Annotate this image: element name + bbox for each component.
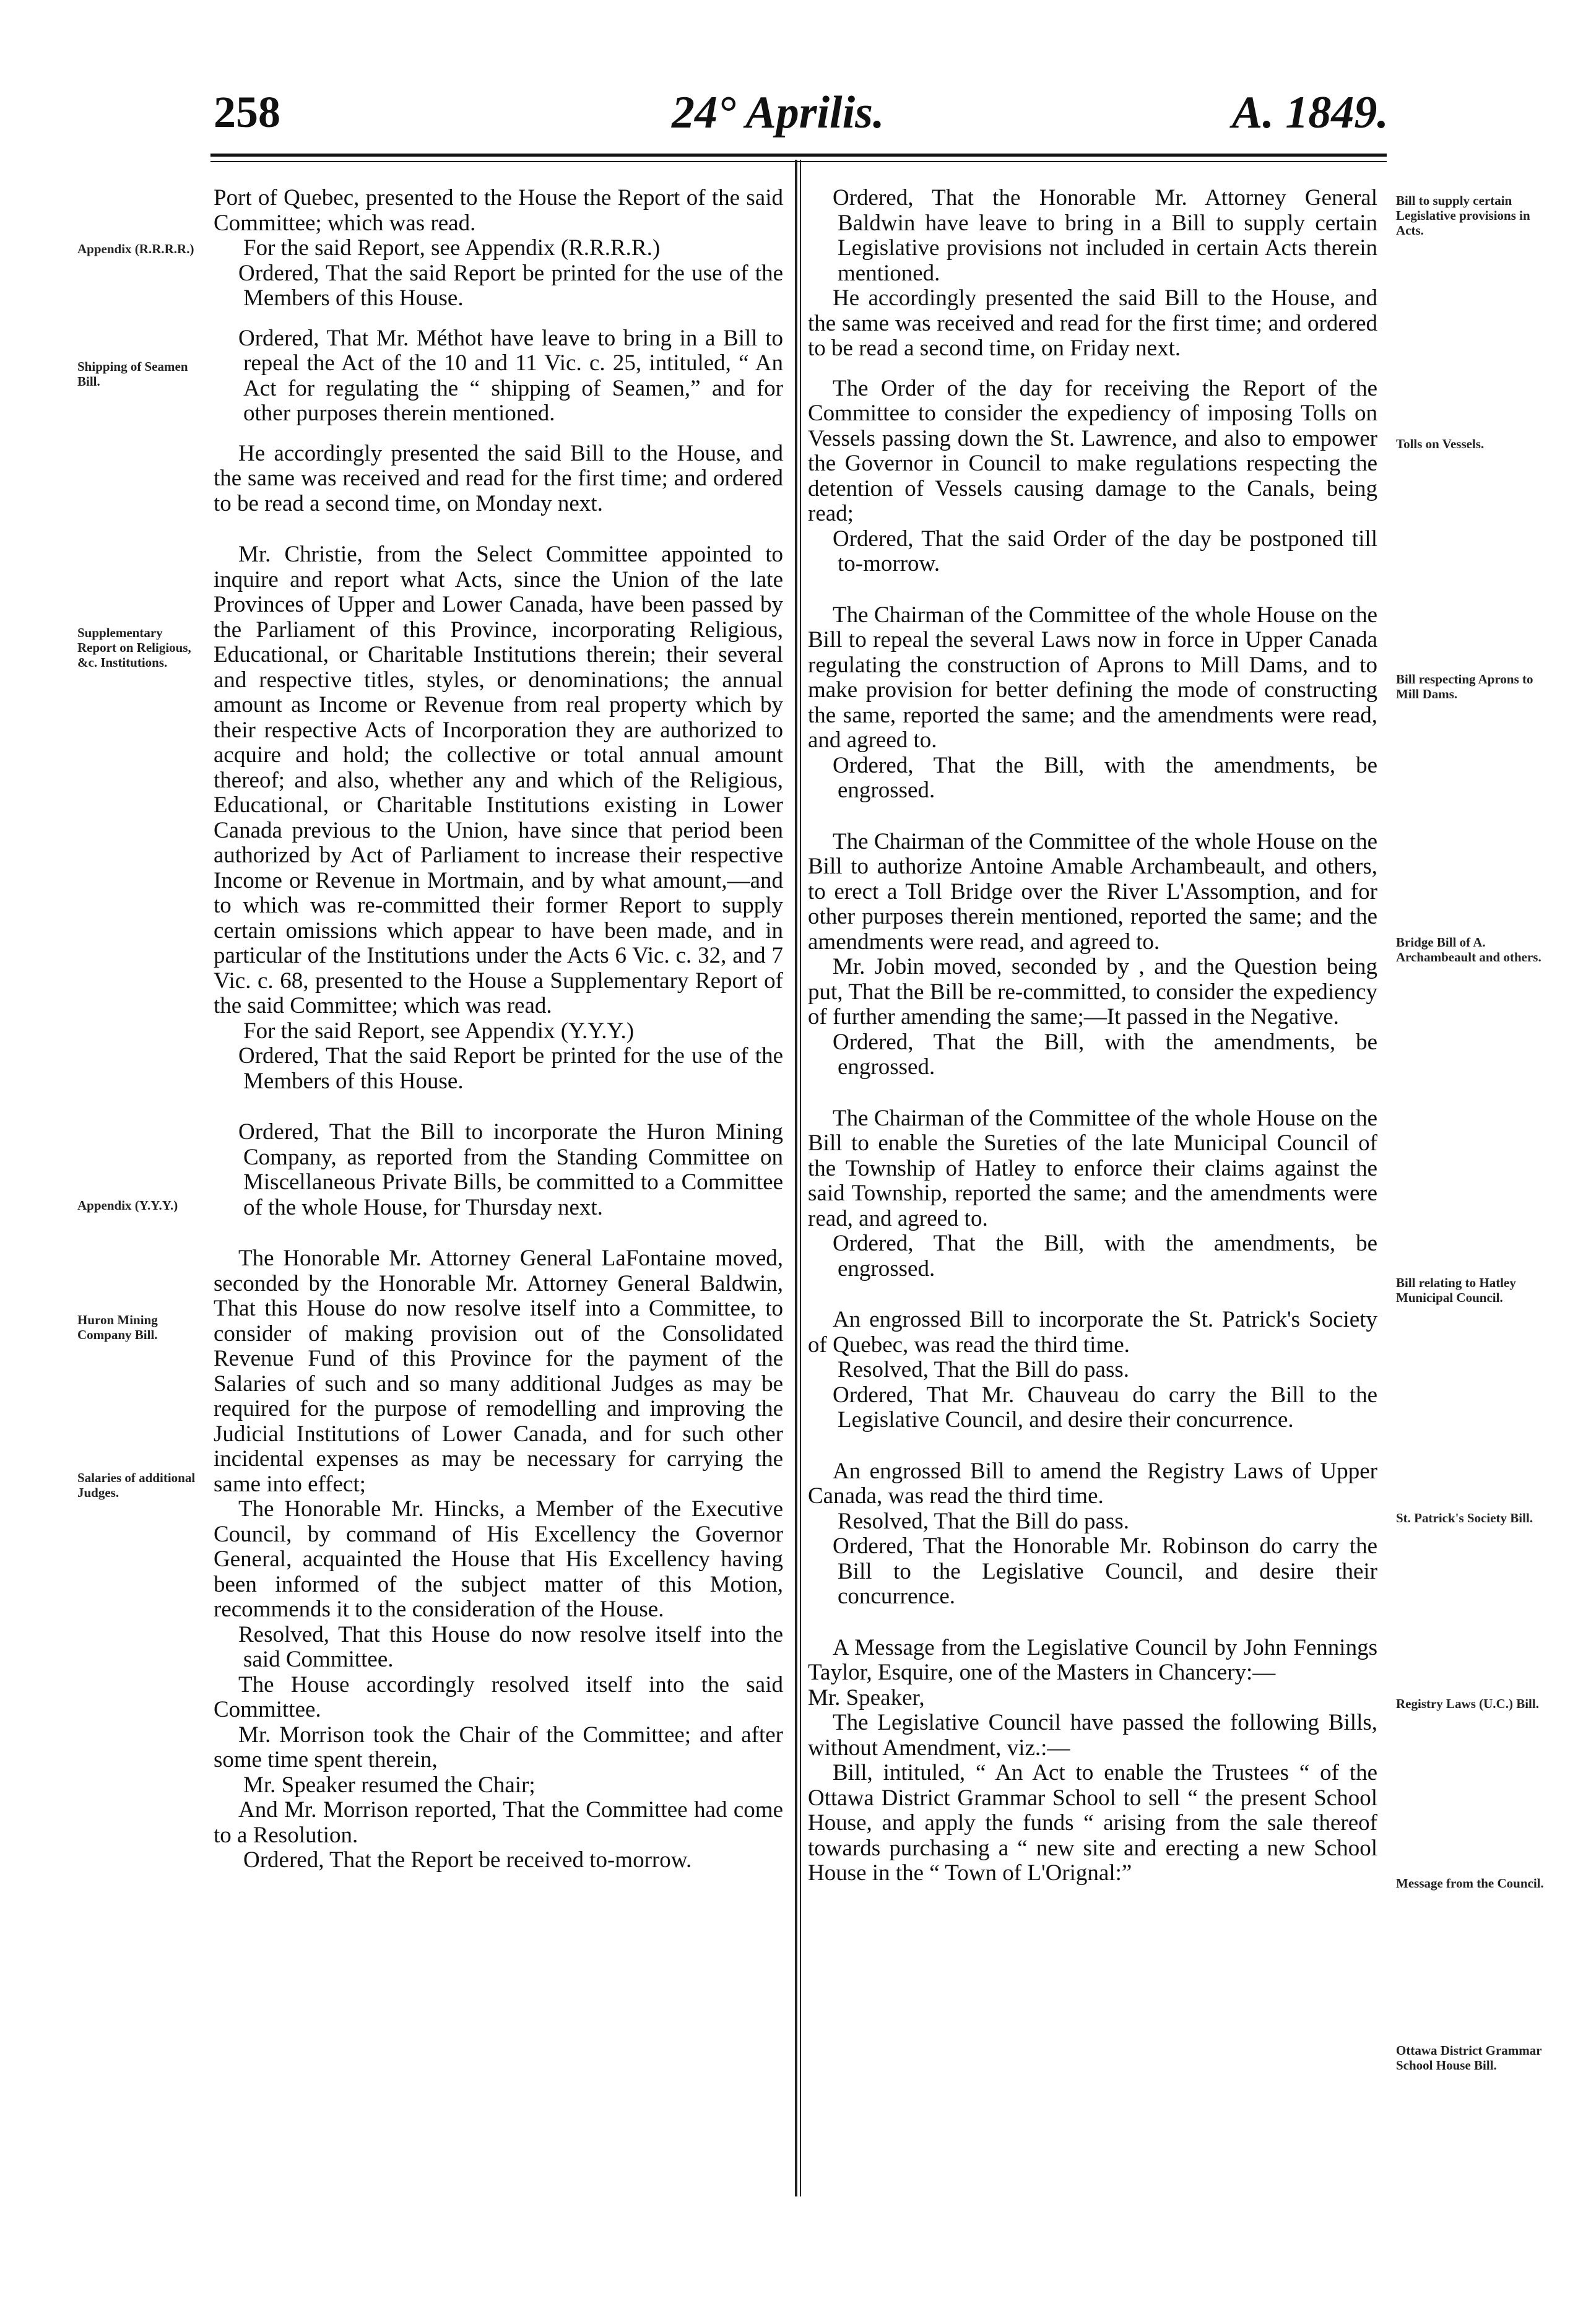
margin-note: Appendix (R.R.R.R.) [77, 241, 194, 256]
paragraph: Ordered, That the said Order of the day be postponed till to-morrow. [833, 526, 1377, 576]
margin-note: Ottawa District Grammar School House Bill. [1396, 2043, 1542, 2073]
paragraph: Ordered, That Mr. Méthot have leave to bring in a Bill to repeal the Act of the 10 and 11 Vic. c. 25, intituled, “ An Act for regulating the “ shipping of Seamen,” and for other purposes therein mentioned. [238, 325, 783, 426]
paragraph: Bill, intituled, “ An Act to enable the Trustees “ of the Ottawa District Grammar School to sell “ the present School House, and apply the funds “ arising from the sale thereof towards purchasing a “ new site and erecting a new School House in the “ Town of L'Orignal:” [808, 1760, 1377, 1886]
column-divider [795, 160, 797, 2196]
paragraph: The Legislative Council have passed the following Bills, without Amendment, viz.:— [808, 1710, 1377, 1761]
paragraph: For the said Report, see Appendix (Y.Y.Y.) [243, 1018, 635, 1044]
paragraph: Ordered, That the said Report be printed for the use of the Members of this House. [238, 1043, 783, 1094]
right-column [808, 186, 1377, 1886]
paragraph: Resolved, That the Bill do pass. [838, 1357, 1130, 1382]
paragraph: Resolved, That the Bill do pass. [838, 1508, 1130, 1534]
paragraph: Resolved, That this House do now resolve itself into the said Committee. [238, 1621, 783, 1672]
paragraph: The Chairman of the Committee of the whole House on the Bill to authorize Antoine Amable Archambeault, and others, to erect a Toll Bridge over the River L'Assomption, and for other purposes therein mentioned, reported the same; and the amendments were read, and agreed to. [808, 828, 1377, 955]
paragraph: And Mr. Morrison reported, That the Committee had come to a Resolution. [214, 1797, 783, 1848]
margin-note: Appendix (Y.Y.Y.) [77, 1198, 178, 1213]
paragraph: The Chairman of the Committee of the whole House on the Bill to repeal the several Laws now in force in Upper Canada regulating the construction of Aprons to Mill Dams, and to make provision for better defining the mode of constructing the same, reported the same; and the amendments were read, and agreed to. [808, 602, 1377, 753]
paragraph: A Message from the Legislative Council by John Fennings Taylor, Esquire, one of the Masters in Chancery:— [808, 1634, 1377, 1685]
paragraph: Mr. Speaker resumed the Chair; [243, 1772, 535, 1798]
page-date-heading: 24° Aprilis. [672, 87, 885, 138]
paragraph: Ordered, That the Report be received to-morrow. [243, 1847, 692, 1873]
paragraph: The Order of the day for receiving the Report of the Committee to consider the expediency of imposing Tolls on Vessels passing down the St. Lawrence, and also to empower the Governor in Council to make regulations respecting the detention of Vessels causing damage to the Canals, being read; [808, 375, 1377, 526]
margin-note: Bill relating to Hatley Municipal Council. [1396, 1275, 1516, 1305]
paragraph: He accordingly presented the said Bill to the House, and the same was received and read for the first time; and ordered to be read a second time, on Friday next. [808, 285, 1377, 361]
header-rule-thick [210, 154, 1387, 157]
paragraph: Ordered, That the Honorable Mr. Attorney General Baldwin have leave to bring in a Bill to supply certain Legislative provisions not included in certain Acts therein mentioned. [833, 185, 1377, 286]
column-divider-inner [800, 160, 801, 2196]
margin-note: Bridge Bill of A. Archambeault and others. [1396, 935, 1541, 965]
paragraph: For the said Report, see Appendix (R.R.R.R.) [243, 235, 661, 261]
paragraph: Mr. Morrison took the Chair of the Committee; and after some time spent therein, [214, 1722, 783, 1772]
margin-note: Bill to supply certain Legislative provisions in Acts. [1396, 193, 1530, 238]
paragraph: Ordered, That the Honorable Mr. Robinson do carry the Bill to the Legislative Council, and desire their concurrence. [833, 1533, 1377, 1609]
paragraph: Mr. Christie, from the Select Committee appointed to inquire and report what Acts, since the Union of the late Provinces of Upper and Lower Canada, have been passed by the Parliament of this Province, incorporating Religious, Educational, or Charitable Institutions therein; their several and respective titles, styles, or denominations; the annual amount as Income or Revenue from real property which by their respective Acts of Incorporation they are authorized to acquire and hold; the collective or total annual amount thereof; and also, whether any and which of the Religious, Educational, or Charitable Institutions existing in Lower Canada previous to the Union, have since that period been authorized by Act of Parliament to increase their respective Income or Revenue in Mortmain, and by what amount,—and to which was re-committed their former Report to supply certain omissions which appear to have been made, and in particular of the Institutions under the Acts 6 Vic. c. 32, and 7 Vic. c. 68, presented to the House a Supplementary Report of the said Committee; which was read. [214, 542, 783, 1018]
page-number: 258 [214, 87, 280, 137]
paragraph: Ordered, That Mr. Chauveau do carry the Bill to the Legislative Council, and desire their concurrence. [833, 1382, 1377, 1433]
paragraph: The Honorable Mr. Attorney General LaFontaine moved, seconded by the Honorable Mr. Attorney General Baldwin, That this House do now resolve itself into a Committee, to consider of making provision out of the Consolidated Revenue Fund of this Province for the payment of the Salaries of such and so many additional Judges as may be required for the purpose of remodelling and improving the Judicial Institutions of Lower Canada, and for such other incidental expenses as may be necessary for carrying the same into effect; [214, 1246, 783, 1497]
paragraph: An engrossed Bill to amend the Registry Laws of Upper Canada, was read the third time. [808, 1458, 1377, 1509]
margin-note: Huron Mining Company Bill. [77, 1312, 158, 1342]
paragraph: Mr. Speaker, [808, 1684, 925, 1710]
paragraph: He accordingly presented the said Bill to the House, and the same was received and read for the first time; and ordered to be read a second time, on Monday next. [214, 440, 783, 516]
left-column [214, 186, 783, 1873]
paragraph: The House accordingly resolved itself into the said Committee. [214, 1671, 783, 1722]
margin-note: Salaries of additional Judges. [77, 1470, 196, 1500]
paragraph: An engrossed Bill to incorporate the St. Patrick's Society of Quebec, was read the third time. [808, 1307, 1377, 1358]
margin-note: Message from the Council. [1396, 1876, 1544, 1891]
margin-note: Bill respecting Aprons to Mill Dams. [1396, 672, 1533, 701]
margin-note: Tolls on Vessels. [1396, 436, 1485, 451]
paragraph: Ordered, That the Bill, with the amendments, be engrossed. [833, 752, 1377, 803]
paragraph: Mr. Jobin moved, seconded by , and the Question being put, That the Bill be re-committed, to consider the expediency of further amending the same;—It passed in the Negative. [808, 954, 1377, 1030]
margin-note: Registry Laws (U.C.) Bill. [1396, 1696, 1539, 1711]
paragraph: Ordered, That the said Report be printed for the use of the Members of this House. [238, 260, 783, 311]
margin-note: Shipping of Seamen Bill. [77, 359, 188, 389]
paragraph: Ordered, That the Bill to incorporate the Huron Mining Company, as reported from the Standing Committee on Miscellaneous Private Bills, be committed to a Committee of the whole House, for Thursday next. [238, 1119, 783, 1220]
paragraph: Port of Quebec, presented to the House the Report of the said Committee; which was read. [214, 185, 783, 236]
paragraph: The Chairman of the Committee of the whole House on the Bill to enable the Sureties of the late Municipal Council of the Township of Hatley to enforce their claims against the said Township, reported the same; and the amendments were read, and agreed to. [808, 1105, 1377, 1231]
paragraph: Ordered, That the Bill, with the amendments, be engrossed. [833, 1029, 1377, 1080]
paragraph: The Honorable Mr. Hincks, a Member of the Executive Council, by command of His Excellency the Governor General, acquainted the House that His Excellency having been informed of the subject matter of this Motion, recommends it to the consideration of the House. [214, 1496, 783, 1622]
margin-note: St. Patrick's Society Bill. [1396, 1511, 1533, 1525]
page-year: A. 1849. [1232, 87, 1389, 138]
paragraph: Ordered, That the Bill, with the amendments, be engrossed. [833, 1231, 1377, 1281]
margin-note: Supplementary Report on Religious, &c. Institutions. [77, 625, 191, 670]
header-rule-thin [210, 161, 1387, 162]
